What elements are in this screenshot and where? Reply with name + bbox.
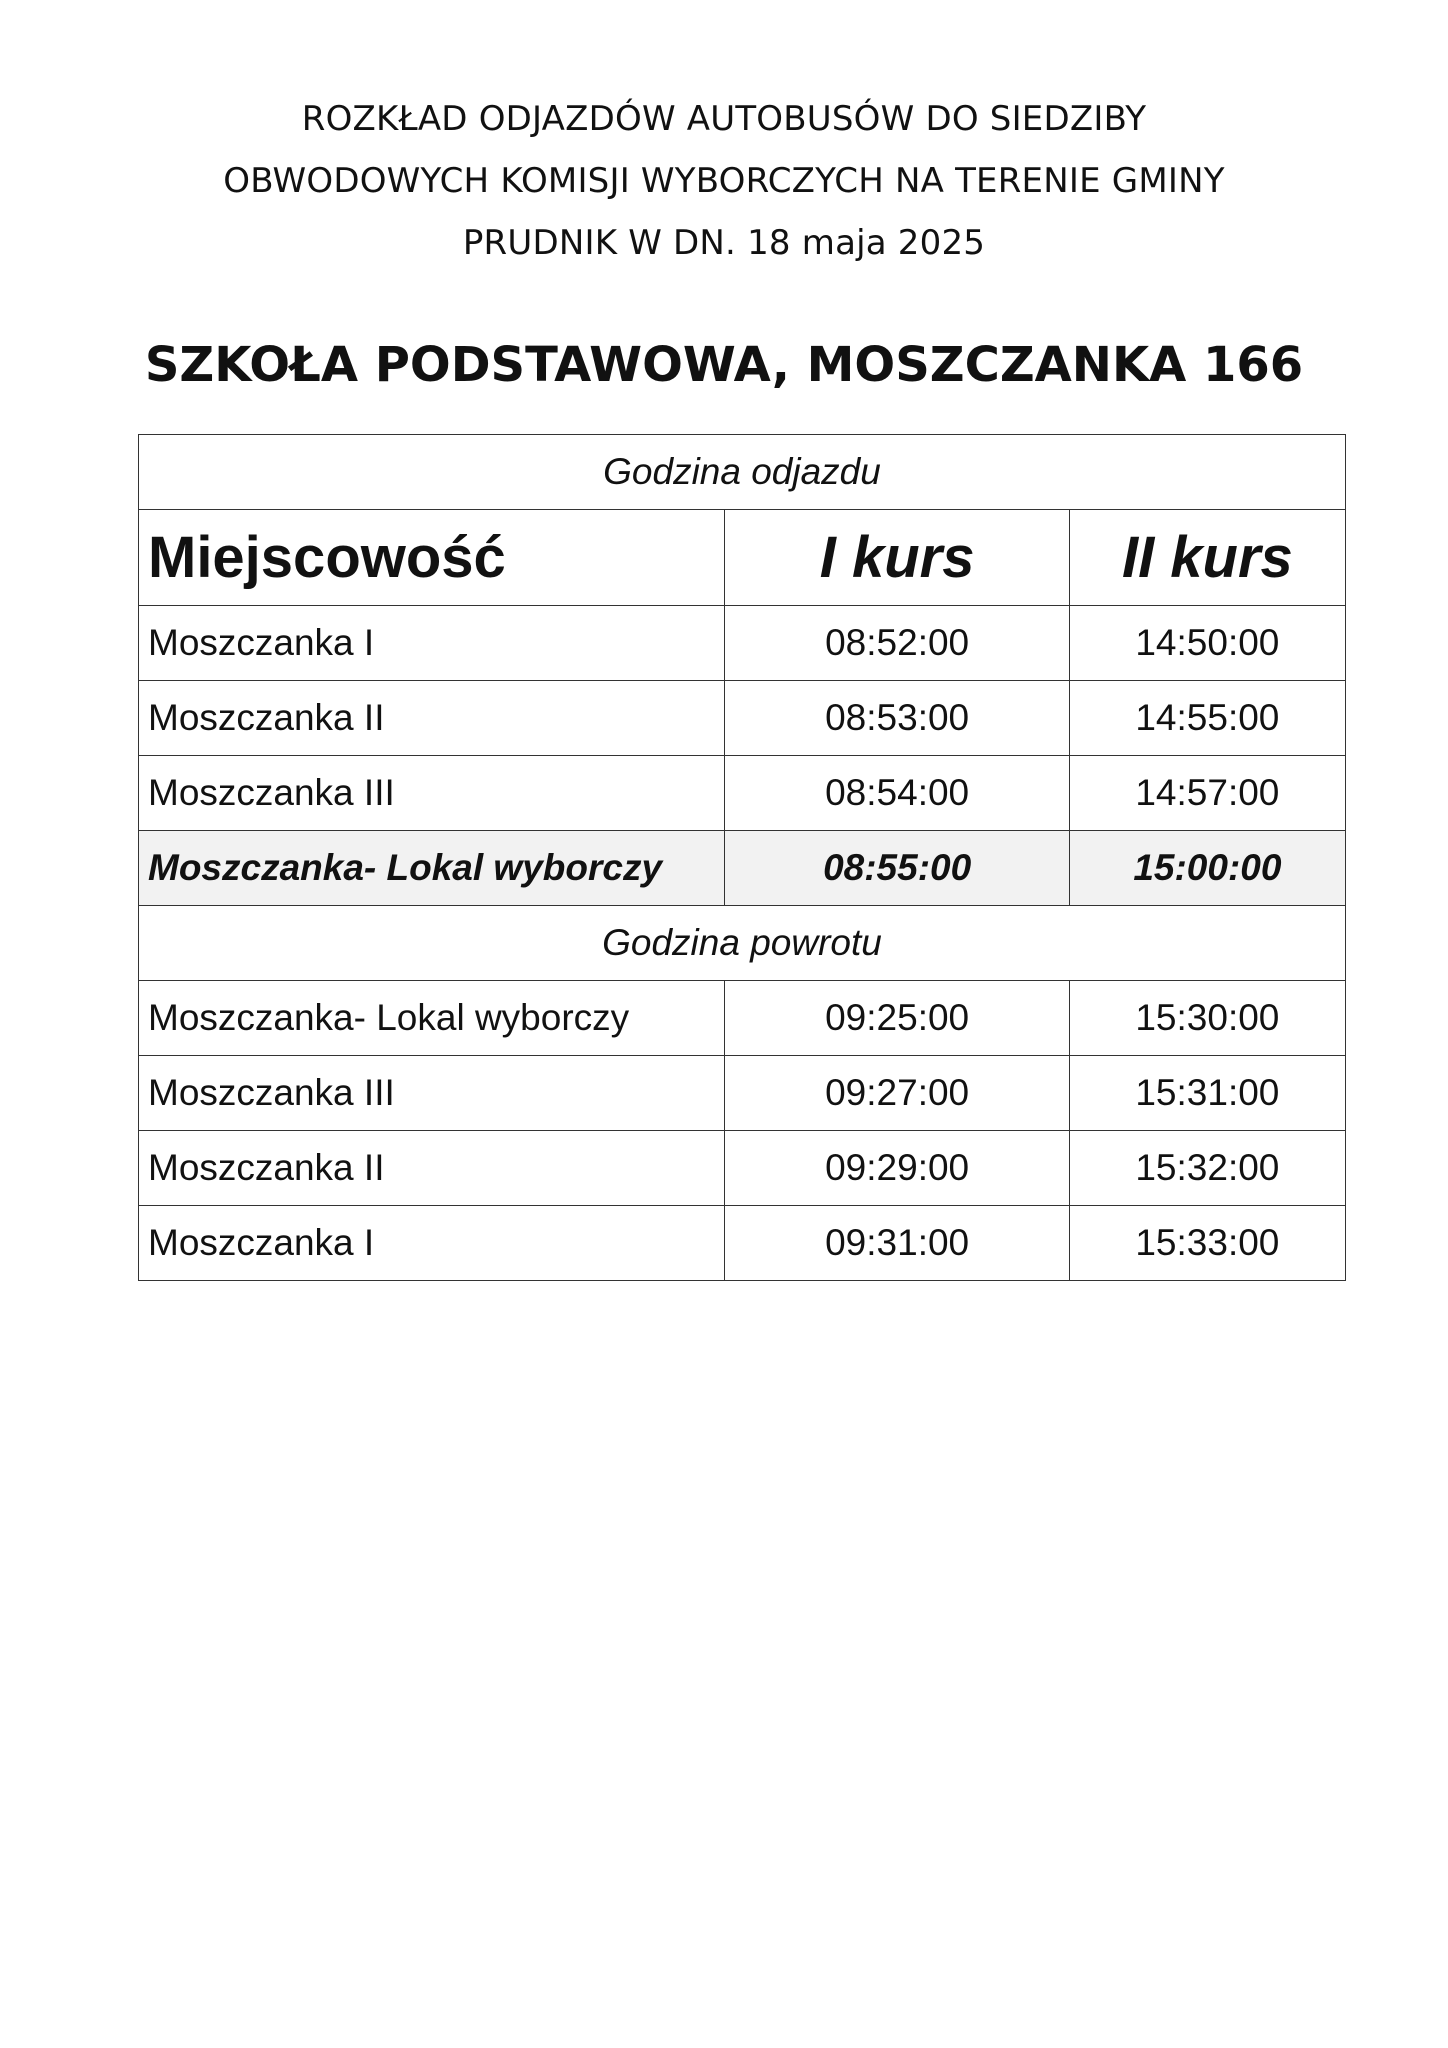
return-section-label: Godzina powrotu [139, 906, 1346, 981]
course1-time-cell: 08:54:00 [725, 756, 1069, 831]
departure-section-row [139, 435, 1346, 510]
departure-row [139, 756, 1346, 831]
header-line-3: PRUDNIK W DN. 18 maja 2025 [462, 223, 986, 263]
polling-station-departure-row [139, 831, 1346, 906]
course1-time-cell: 08:52:00 [725, 606, 1069, 681]
course2-time-cell: 15:30:00 [1069, 981, 1345, 1056]
place-cell: Moszczanka I [139, 1206, 725, 1281]
course2-time-cell: 15:00:00 [1069, 831, 1345, 906]
schedule-table [138, 434, 1346, 1281]
course1-time-cell: 09:25:00 [725, 981, 1069, 1056]
location-title: SZKOŁA PODSTAWOWA, MOSZCZANKA 166 [144, 337, 1304, 393]
course1-time-cell: 08:55:00 [725, 831, 1069, 906]
departure-row [139, 606, 1346, 681]
course2-time-cell: 15:33:00 [1069, 1206, 1345, 1281]
header-line-2: OBWODOWYCH KOMISJI WYBORCZYCH NA TERENIE GMINY [223, 161, 1225, 201]
column-header-course2: II kurs [1069, 510, 1345, 606]
place-cell: Moszczanka II [139, 1131, 725, 1206]
place-cell: Moszczanka I [139, 606, 725, 681]
place-cell: Moszczanka- Lokal wyborczy [139, 981, 725, 1056]
header-line-1: ROZKŁAD ODJAZDÓW AUTOBUSÓW DO SIEDZIBY [301, 99, 1147, 139]
place-cell: Moszczanka- Lokal wyborczy [139, 831, 725, 906]
place-cell: Moszczanka III [139, 1056, 725, 1131]
return-section-row [139, 906, 1346, 981]
column-header-row [139, 510, 1346, 606]
place-cell: Moszczanka III [139, 756, 725, 831]
return-row [139, 1206, 1346, 1281]
return-row [139, 1131, 1346, 1206]
course1-time-cell: 09:27:00 [725, 1056, 1069, 1131]
course2-time-cell: 14:55:00 [1069, 681, 1345, 756]
course2-time-cell: 14:50:00 [1069, 606, 1345, 681]
course2-time-cell: 14:57:00 [1069, 756, 1345, 831]
place-cell: Moszczanka II [139, 681, 725, 756]
document-header [0, 88, 1448, 274]
course1-time-cell: 08:53:00 [725, 681, 1069, 756]
column-header-course1: I kurs [725, 510, 1069, 606]
course2-time-cell: 15:32:00 [1069, 1131, 1345, 1206]
course1-time-cell: 09:31:00 [725, 1206, 1069, 1281]
departure-section-label: Godzina odjazdu [139, 435, 1346, 510]
column-header-place: Miejscowość [139, 510, 725, 606]
return-row [139, 1056, 1346, 1131]
course2-time-cell: 15:31:00 [1069, 1056, 1345, 1131]
return-row [139, 981, 1346, 1056]
departure-row [139, 681, 1346, 756]
course1-time-cell: 09:29:00 [725, 1131, 1069, 1206]
